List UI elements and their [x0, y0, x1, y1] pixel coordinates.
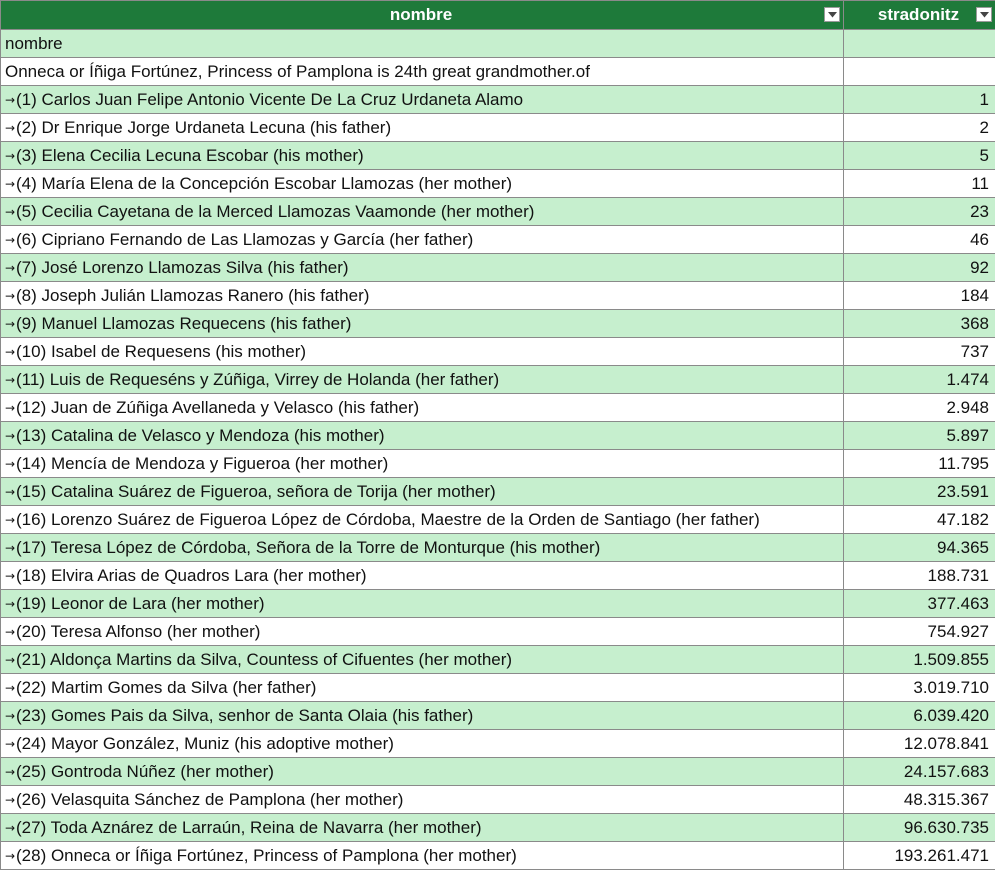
indent-arrow-icon: →: [5, 541, 16, 555]
stradonitz-cell[interactable]: 47.182: [844, 506, 995, 534]
dropdown-arrow-icon: [980, 12, 989, 18]
table-row: [1, 282, 995, 310]
indent-arrow-icon: →: [5, 345, 16, 359]
table-row: [1, 170, 995, 198]
name-label: (16) Lorenzo Suárez de Figueroa López de Córdoba, Maestre de la Orden de Santiago (her father): [16, 510, 760, 529]
indent-arrow-icon: →: [5, 765, 16, 779]
name-cell[interactable]: [1, 478, 844, 506]
stradonitz-cell[interactable]: 12.078.841: [844, 730, 995, 758]
name-cell[interactable]: [1, 842, 844, 870]
stradonitz-cell[interactable]: 6.039.420: [844, 702, 995, 730]
name-label: (12) Juan de Zúñiga Avellaneda y Velasco (his father): [16, 398, 419, 417]
name-cell[interactable]: [1, 226, 844, 254]
indent-arrow-icon: →: [5, 625, 16, 639]
name-cell[interactable]: [1, 310, 844, 338]
name-cell[interactable]: [1, 618, 844, 646]
dropdown-arrow-icon: [828, 12, 837, 18]
indent-arrow-icon: →: [5, 709, 16, 723]
indent-arrow-icon: →: [5, 485, 16, 499]
indent-arrow-icon: →: [5, 457, 16, 471]
table-row: [1, 618, 995, 646]
table-row: [1, 842, 995, 870]
table-row: [1, 758, 995, 786]
stradonitz-cell[interactable]: 368: [844, 310, 995, 338]
table-row: [1, 590, 995, 618]
table-row: [1, 198, 995, 226]
indent-arrow-icon: →: [5, 233, 16, 247]
indent-arrow-icon: →: [5, 93, 16, 107]
name-cell[interactable]: [1, 450, 844, 478]
stradonitz-cell[interactable]: 5.897: [844, 422, 995, 450]
stradonitz-cell[interactable]: 48.315.367: [844, 786, 995, 814]
indent-arrow-icon: →: [5, 737, 16, 751]
stradonitz-cell[interactable]: 92: [844, 254, 995, 282]
name-label: (11) Luis de Requeséns y Zúñiga, Virrey de Holanda (her father): [16, 370, 499, 389]
stradonitz-cell[interactable]: 96.630.735: [844, 814, 995, 842]
name-label: (5) Cecilia Cayetana de la Merced Llamozas Vaamonde (her mother): [16, 202, 534, 221]
indent-arrow-icon: →: [5, 317, 16, 331]
column-header-nombre[interactable]: [1, 1, 844, 30]
table-row: [1, 142, 995, 170]
name-label: (19) Leonor de Lara (her mother): [16, 594, 265, 613]
name-cell[interactable]: [1, 170, 844, 198]
name-cell[interactable]: [1, 534, 844, 562]
name-cell[interactable]: [1, 702, 844, 730]
name-label: (4) María Elena de la Concepción Escobar Llamozas (her mother): [16, 174, 512, 193]
name-label: (6) Cipriano Fernando de Las Llamozas y García (her father): [16, 230, 473, 249]
name-label: (8) Joseph Julián Llamozas Ranero (his father): [16, 286, 369, 305]
title-value-cell[interactable]: [844, 58, 995, 86]
subheader-cell[interactable]: nombre: [1, 30, 844, 58]
name-cell[interactable]: [1, 506, 844, 534]
name-label: (9) Manuel Llamozas Requecens (his father): [16, 314, 351, 333]
name-cell[interactable]: [1, 562, 844, 590]
indent-arrow-icon: →: [5, 373, 16, 387]
stradonitz-cell[interactable]: 754.927: [844, 618, 995, 646]
indent-arrow-icon: →: [5, 177, 16, 191]
name-cell[interactable]: [1, 730, 844, 758]
name-label: (2) Dr Enrique Jorge Urdaneta Lecuna (his father): [16, 118, 391, 137]
stradonitz-cell[interactable]: 1: [844, 86, 995, 114]
indent-arrow-icon: →: [5, 849, 16, 863]
name-label: (17) Teresa López de Córdoba, Señora de la Torre de Monturque (his mother): [16, 538, 600, 557]
filter-dropdown-button-stradonitz[interactable]: [976, 7, 992, 22]
indent-arrow-icon: →: [5, 821, 16, 835]
table-row: [1, 226, 995, 254]
name-label: (18) Elvira Arias de Quadros Lara (her mother): [16, 566, 367, 585]
table-row: [1, 646, 995, 674]
name-cell[interactable]: [1, 254, 844, 282]
stradonitz-cell[interactable]: 94.365: [844, 534, 995, 562]
indent-arrow-icon: →: [5, 681, 16, 695]
name-cell[interactable]: [1, 198, 844, 226]
stradonitz-cell[interactable]: 23: [844, 198, 995, 226]
stradonitz-cell[interactable]: 24.157.683: [844, 758, 995, 786]
stradonitz-cell[interactable]: 2: [844, 114, 995, 142]
indent-arrow-icon: →: [5, 261, 16, 275]
stradonitz-cell[interactable]: 193.261.471: [844, 842, 995, 870]
indent-arrow-icon: →: [5, 289, 16, 303]
stradonitz-cell[interactable]: 188.731: [844, 562, 995, 590]
table-row: [1, 562, 995, 590]
table-row: [1, 786, 995, 814]
title-row: [1, 58, 995, 86]
table-row: [1, 254, 995, 282]
table-row: [1, 450, 995, 478]
stradonitz-cell[interactable]: 737: [844, 338, 995, 366]
name-cell[interactable]: [1, 674, 844, 702]
stradonitz-cell[interactable]: 1.509.855: [844, 646, 995, 674]
name-label: (26) Velasquita Sánchez de Pamplona (her mother): [16, 790, 403, 809]
name-cell[interactable]: [1, 786, 844, 814]
name-cell[interactable]: [1, 142, 844, 170]
stradonitz-cell[interactable]: 11.795: [844, 450, 995, 478]
table-row: [1, 534, 995, 562]
name-label: (7) José Lorenzo Llamozas Silva (his father): [16, 258, 349, 277]
stradonitz-cell[interactable]: 377.463: [844, 590, 995, 618]
name-cell[interactable]: [1, 114, 844, 142]
name-label: (21) Aldonça Martins da Silva, Countess of Cifuentes (her mother): [16, 650, 512, 669]
name-cell[interactable]: [1, 814, 844, 842]
table-row: [1, 310, 995, 338]
indent-arrow-icon: →: [5, 429, 16, 443]
stradonitz-cell[interactable]: 3.019.710: [844, 674, 995, 702]
name-label: (22) Martim Gomes da Silva (her father): [16, 678, 316, 697]
name-cell[interactable]: [1, 758, 844, 786]
name-cell[interactable]: [1, 590, 844, 618]
name-cell[interactable]: [1, 338, 844, 366]
name-cell[interactable]: [1, 394, 844, 422]
name-cell[interactable]: [1, 422, 844, 450]
indent-arrow-icon: →: [5, 149, 16, 163]
table-row: [1, 86, 995, 114]
title-cell[interactable]: Onneca or Íñiga Fortúnez, Princess of Pamplona is 24th great grandmother.of: [1, 58, 844, 86]
indent-arrow-icon: →: [5, 793, 16, 807]
name-label: (23) Gomes Pais da Silva, senhor de Santa Olaia (his father): [16, 706, 473, 725]
name-label: (28) Onneca or Íñiga Fortúnez, Princess of Pamplona (her mother): [16, 846, 517, 865]
name-cell[interactable]: [1, 282, 844, 310]
stradonitz-cell[interactable]: 23.591: [844, 478, 995, 506]
name-label: (13) Catalina de Velasco y Mendoza (his mother): [16, 426, 385, 445]
name-label: (15) Catalina Suárez de Figueroa, señora de Torija (her mother): [16, 482, 496, 501]
name-cell[interactable]: [1, 366, 844, 394]
table-row: [1, 702, 995, 730]
subheader-row: [1, 30, 995, 58]
table-row: [1, 730, 995, 758]
table-row: [1, 338, 995, 366]
indent-arrow-icon: →: [5, 205, 16, 219]
name-label: (10) Isabel de Requesens (his mother): [16, 342, 306, 361]
name-label: (20) Teresa Alfonso (her mother): [16, 622, 260, 641]
column-header-nombre-label: nombre: [390, 5, 452, 25]
table-row: [1, 814, 995, 842]
name-label: (1) Carlos Juan Felipe Antonio Vicente De La Cruz Urdaneta Alamo: [16, 90, 523, 109]
table-row: [1, 114, 995, 142]
stradonitz-cell[interactable]: 46: [844, 226, 995, 254]
stradonitz-cell[interactable]: 1.474: [844, 366, 995, 394]
stradonitz-cell[interactable]: 184: [844, 282, 995, 310]
stradonitz-cell[interactable]: 5: [844, 142, 995, 170]
header-row: [1, 1, 995, 30]
subheader-value-cell[interactable]: [844, 30, 995, 58]
column-header-stradonitz[interactable]: [844, 1, 995, 30]
column-header-stradonitz-label: stradonitz: [878, 5, 959, 25]
table-row: [1, 366, 995, 394]
name-cell[interactable]: [1, 646, 844, 674]
table-row: [1, 394, 995, 422]
table-row: [1, 478, 995, 506]
indent-arrow-icon: →: [5, 401, 16, 415]
name-label: (3) Elena Cecilia Lecuna Escobar (his mother): [16, 146, 364, 165]
indent-arrow-icon: →: [5, 569, 16, 583]
indent-arrow-icon: →: [5, 597, 16, 611]
name-label: (14) Mencía de Mendoza y Figueroa (her mother): [16, 454, 388, 473]
table-row: [1, 422, 995, 450]
filter-dropdown-button-nombre[interactable]: [824, 7, 840, 22]
stradonitz-cell[interactable]: 11: [844, 170, 995, 198]
name-cell[interactable]: [1, 86, 844, 114]
name-label: (24) Mayor González, Muniz (his adoptive mother): [16, 734, 394, 753]
indent-arrow-icon: →: [5, 653, 16, 667]
table-row: [1, 674, 995, 702]
table-row: [1, 506, 995, 534]
name-label: (27) Toda Aznárez de Larraún, Reina de Navarra (her mother): [16, 818, 482, 837]
stradonitz-cell[interactable]: 2.948: [844, 394, 995, 422]
indent-arrow-icon: →: [5, 121, 16, 135]
name-label: (25) Gontroda Núñez (her mother): [16, 762, 274, 781]
indent-arrow-icon: →: [5, 513, 16, 527]
